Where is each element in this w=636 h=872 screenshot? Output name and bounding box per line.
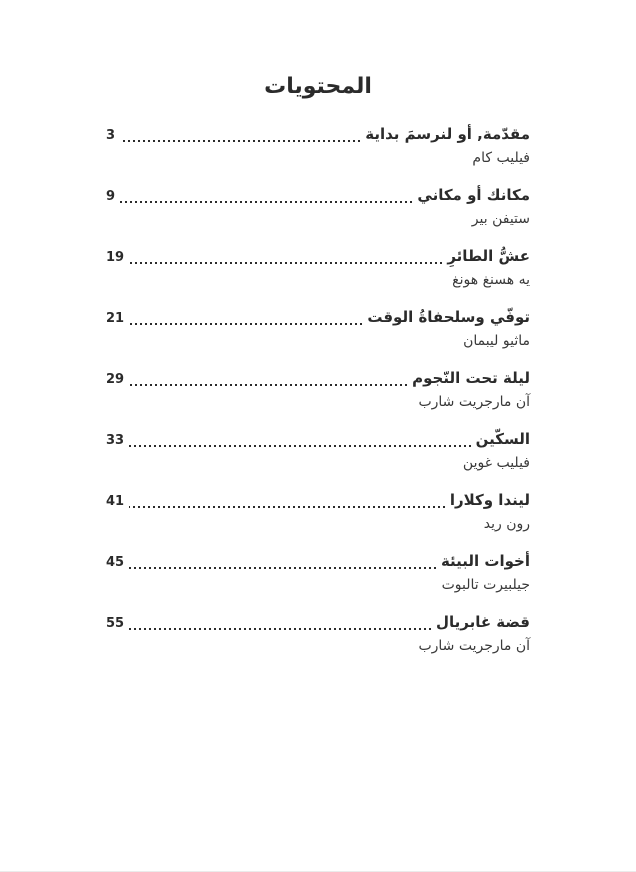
- toc-entry-title: ليلة تحت النّجوم: [412, 369, 530, 388]
- toc-entry-title: أخوات البيئة: [440, 552, 530, 571]
- toc-entry: [106, 612, 530, 656]
- toc-entry: [106, 246, 530, 290]
- toc-entry: [106, 368, 530, 412]
- dotted-leader: [129, 628, 431, 630]
- toc-entry-author: جيلبيرت تالبوت: [441, 577, 530, 594]
- toc-entry-line: [106, 551, 530, 573]
- toc-entry: [106, 124, 530, 168]
- toc-entry-page-number: 29: [106, 372, 125, 388]
- dotted-leader: [129, 323, 362, 325]
- toc-entry-line: [106, 368, 530, 390]
- dotted-leader: [129, 384, 407, 386]
- toc-entry-line: [106, 185, 530, 207]
- toc-entry-author: آن مارجريت شارب: [418, 394, 530, 411]
- toc-entry-page-number: 33: [106, 433, 125, 449]
- toc-entry-page-number: 45: [106, 555, 125, 571]
- toc-entry-title: مكانك أو مكاني: [417, 186, 530, 205]
- table-of-contents: [106, 124, 530, 656]
- toc-entry-page-number: 19: [106, 250, 125, 266]
- toc-entry-page-number: 3: [106, 128, 116, 144]
- toc-entry: [106, 551, 530, 595]
- toc-entry-author: ستيفن بير: [471, 211, 530, 228]
- dotted-leader: [120, 201, 412, 203]
- toc-entry: [106, 307, 530, 351]
- dotted-leader: [129, 506, 445, 508]
- toc-entry-page-number: 55: [106, 616, 125, 632]
- toc-entry-line: [106, 429, 530, 451]
- toc-entry-author: يه هسنغ هونغ: [452, 272, 530, 289]
- dotted-leader: [120, 140, 360, 142]
- toc-entry-page-number: 21: [106, 311, 125, 327]
- toc-entry-page-number: 41: [106, 494, 125, 510]
- page-title: المحتويات: [264, 74, 372, 99]
- toc-entry-page-number: 9: [106, 189, 116, 205]
- toc-entry: [106, 185, 530, 229]
- toc-entry-title: ليندا وكلارا: [449, 491, 530, 510]
- toc-entry-title: عشُّ الطائرِ: [447, 247, 530, 266]
- dotted-leader: [129, 567, 436, 569]
- toc-entry-author: آن مارجريت شارب: [418, 638, 530, 655]
- toc-entry-title: قضة غابريال: [435, 613, 530, 632]
- toc-entry-title: توفّي وسلحفاةُ الوقت: [367, 308, 530, 327]
- toc-entry: [106, 490, 530, 534]
- toc-entry: [106, 429, 530, 473]
- toc-entry-author: ماثيو ليبمان: [463, 333, 530, 350]
- toc-entry-line: [106, 246, 530, 268]
- toc-entry-line: [106, 490, 530, 512]
- toc-entry-author: رون ريد: [483, 516, 530, 533]
- dotted-leader: [129, 262, 442, 264]
- toc-entry-author: فيليب غوين: [462, 455, 530, 472]
- toc-entry-line: [106, 612, 530, 634]
- toc-entry-author: فيليب كام: [472, 150, 530, 167]
- toc-entry-title: مقدّمة, أو لنرسمَ بداية: [365, 125, 530, 144]
- toc-entry-line: [106, 307, 530, 329]
- toc-entry-title: السكّين: [475, 430, 530, 449]
- dotted-leader: [129, 445, 471, 447]
- toc-entry-line: [106, 124, 530, 146]
